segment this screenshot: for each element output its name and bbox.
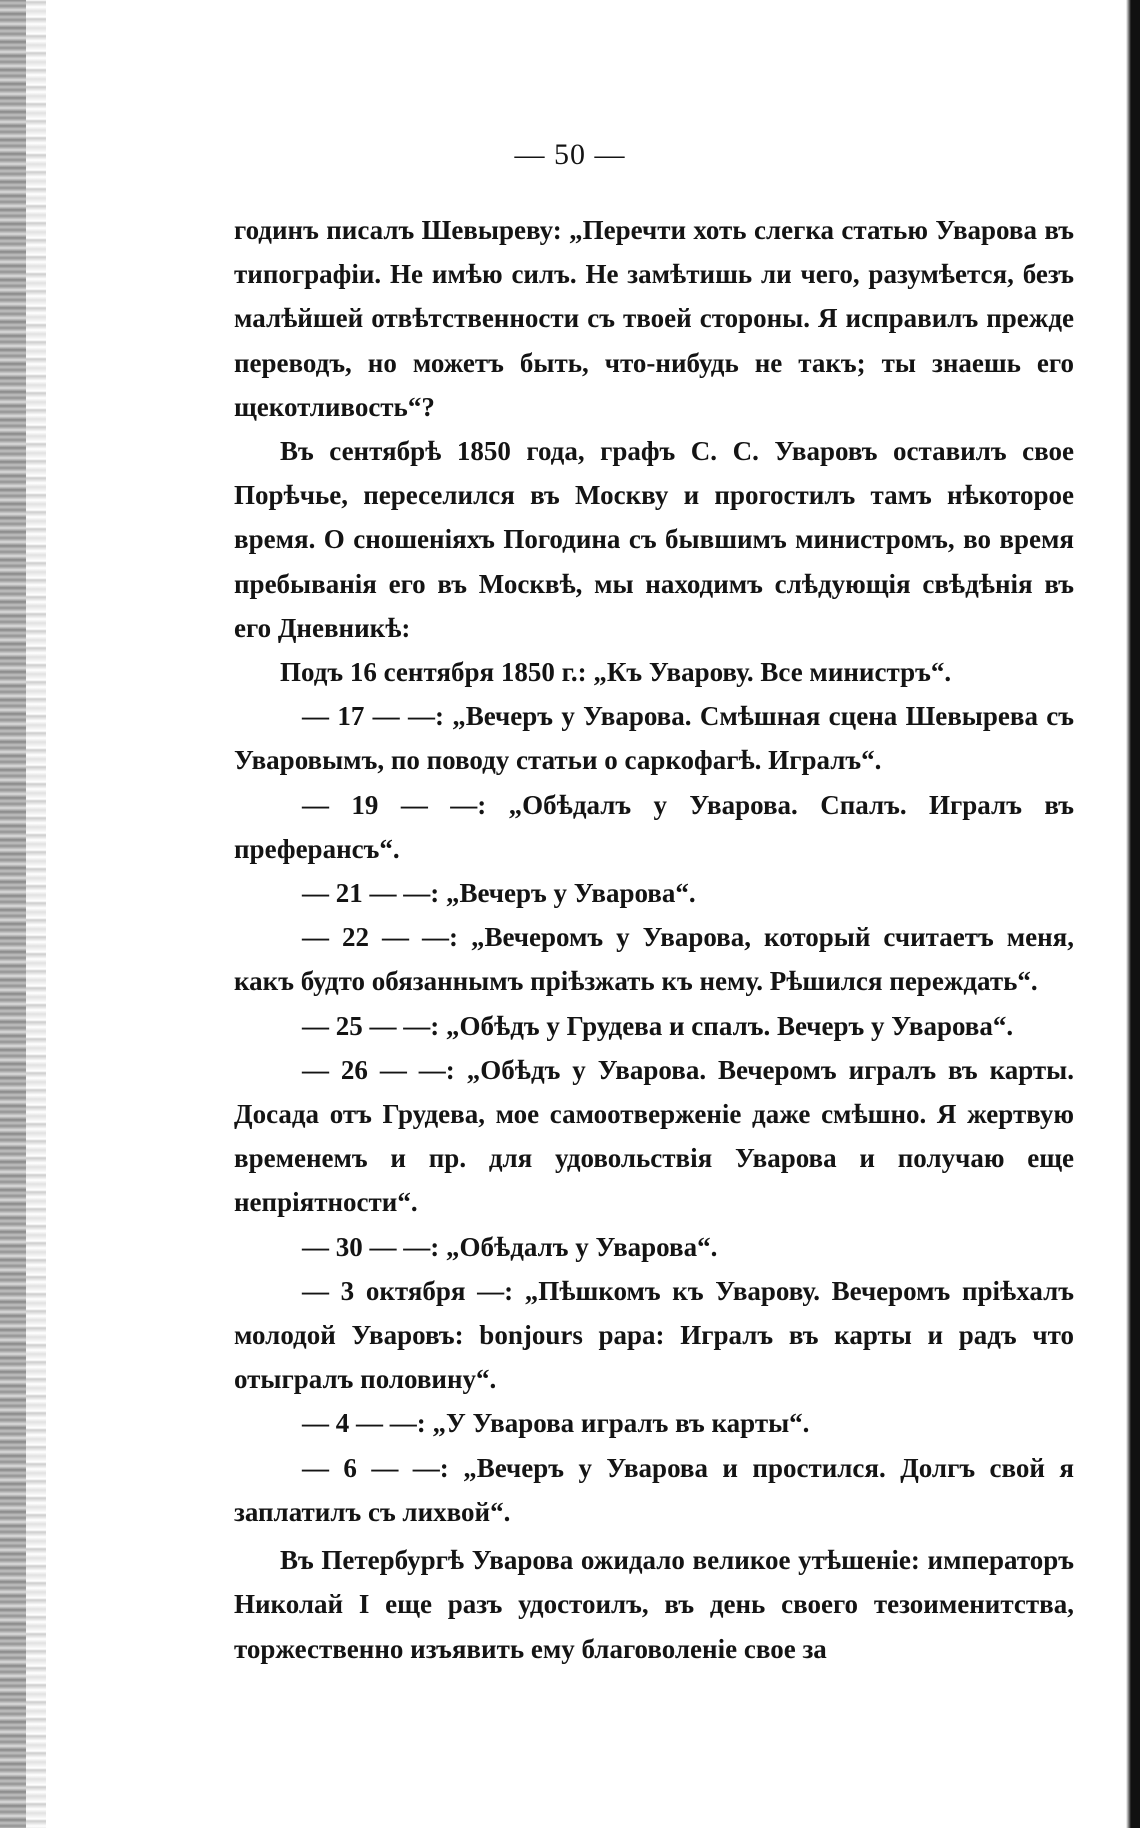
diary-entry: — 3 октября —: „Пѣшкомъ къ Уварову. Вечеромъ пріѣхалъ молодой Уваровъ: bonjours papa: Игралъ въ карты и радъ что отыгралъ половину“. [234, 1275, 1074, 1395]
body-text [234, 208, 1074, 1671]
diary-entry: — 4 — —: „У Уварова игралъ въ карты“. [302, 1408, 810, 1439]
diary-entry: — 22 — —: „Вечеромъ у Уварова, который считаетъ меня, какъ будто обязаннымъ пріѣзжать къ нему. Рѣшился переждать“. [234, 922, 1074, 997]
diary-entry: — 19 — —: „Обѣдалъ у Уварова. Спалъ. Игралъ въ преферансъ“. [234, 789, 1074, 864]
diary-entry: — 25 — —: „Обѣдъ у Грудева и спалъ. Вечеръ у Уварова“. [302, 1010, 1014, 1041]
diary-entry: — 21 — —: „Вечеръ у Уварова“. [302, 878, 696, 909]
diary-entry: — 30 — —: „Обѣдалъ у Уварова“. [302, 1231, 718, 1262]
diary-entry: — 6 — —: „Вечеръ у Уварова и простился. Долгъ свой я заплатилъ съ лихвой“. [234, 1452, 1074, 1527]
diary-heading: Подъ 16 сентября 1850 г.: „Къ Уварову. Все министръ“. [280, 657, 952, 688]
diary-entry: — 17 — —: „Вечеръ у Уварова. Смѣшная сцена Шевырева съ Уваровымъ, по поводу статьи о саркофагѣ. Игралъ“. [234, 701, 1074, 776]
paragraph: Въ Петербургѣ Уварова ожидало великое утѣшеніе: императоръ Николай I еще разъ удостоилъ, въ день своего тезоименитства, торжественно изъявить ему благоволеніе свое за [234, 1545, 1074, 1664]
paragraph: Въ сентябрѣ 1850 года, графъ С. С. Уваровъ оставилъ свое Порѣчье, переселился въ Москву и прогостилъ тамъ нѣкоторое время. О сношеніяхъ Погодина съ бывшимъ министромъ, во время пребыванія его въ Москвѣ, мы находимъ слѣдующія свѣдѣнія въ его Дневникѣ: [234, 436, 1074, 643]
page-number: — 50 — [514, 138, 626, 171]
diary-entry: — 26 — —: „Обѣдъ у Уварова. Вечеромъ игралъ въ карты. Досада отъ Грудева, мое самоотверженіе даже смѣшно. Я жертвую временемъ и пр. для удовольствія Уварова и получаю еще непріятности“. [234, 1054, 1074, 1218]
paragraph: годинъ писалъ Шевыреву: „Перечти хоть слегка статью Уварова въ типографіи. Не имѣю силъ. Не замѣтишь ли чего, разумѣется, безъ малѣйшей отвѣтственности съ твоей стороны. Я исправилъ прежде переводъ, но можетъ быть, что-нибудь не такъ; ты знаешь его щекотливость“? [234, 215, 1074, 422]
